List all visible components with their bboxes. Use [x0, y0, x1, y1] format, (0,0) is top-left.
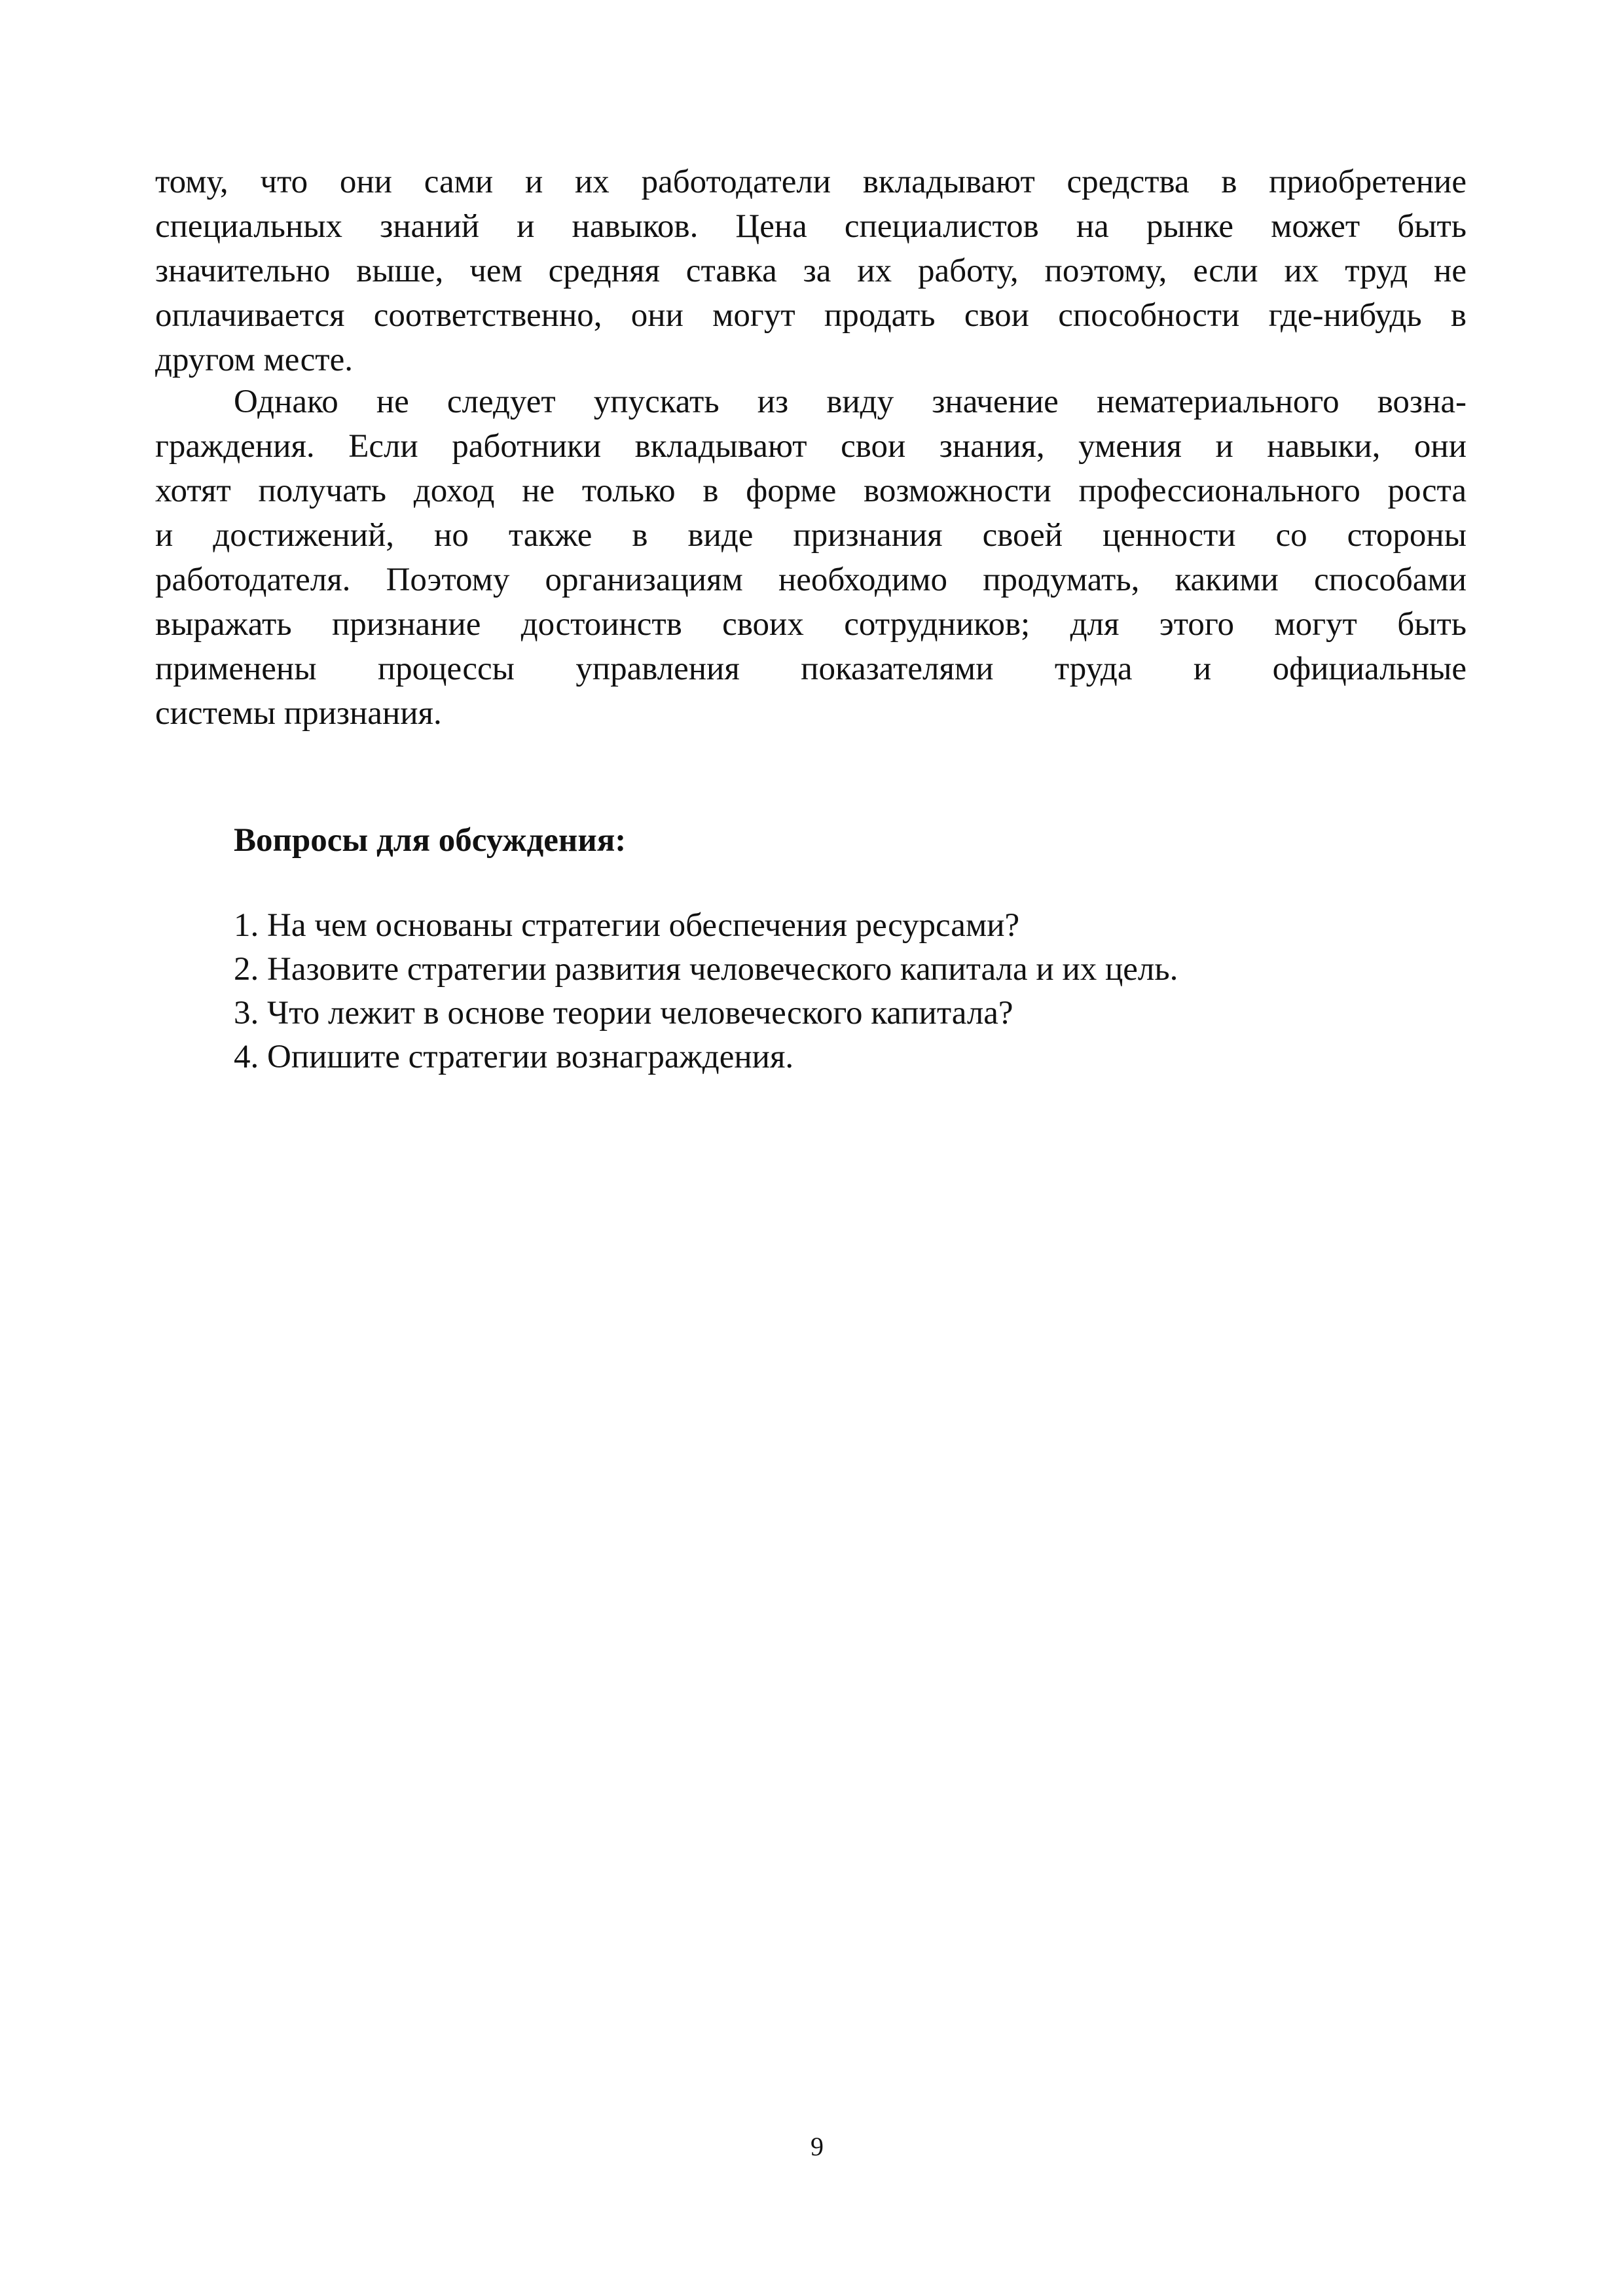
text-line: граждения. Если работники вкладывают свои знания, умения и навыки, они — [155, 428, 1467, 465]
paragraph-continuation — [155, 160, 1467, 382]
question-item-3: 3. Что лежит в основе теории человеческого капитала? — [234, 995, 1013, 1031]
questions-heading: Вопросы для обсуждения: — [234, 822, 627, 859]
paragraph-nonmaterial-reward — [155, 380, 1467, 736]
text-line: Однако не следует упускать из виду значение нематериального возна- — [234, 384, 1467, 420]
text-line: применены процессы управления показателями труда и официальные — [155, 651, 1467, 687]
text-line: тому, что они сами и их работодатели вкладывают средства в приобретение — [155, 164, 1467, 200]
text-line: выражать признание достоинств своих сотрудников; для этого могут быть — [155, 606, 1467, 643]
text-line: оплачивается соответственно, они могут продать свои способности где-нибудь в — [155, 297, 1467, 334]
text-line: значительно выше, чем средняя ставка за их работу, поэтому, если их труд не — [155, 253, 1467, 289]
question-item-2: 2. Назовите стратегии развития человеческого капитала и их цель. — [234, 951, 1178, 988]
question-item-4: 4. Опишите стратегии вознаграждения. — [234, 1039, 794, 1075]
text-line: специальных знаний и навыков. Цена специалистов на рынке может быть — [155, 208, 1467, 245]
text-line: и достижений, но также в виде признания своей ценности со стороны — [155, 517, 1467, 554]
text-line: другом месте. — [155, 342, 353, 378]
text-line: хотят получать доход не только в форме возможности профессионального роста — [155, 473, 1467, 509]
page-number: 9 — [811, 2132, 824, 2161]
text-line: системы признания. — [155, 695, 442, 732]
text-line: работодателя. Поэтому организациям необходимо продумать, какими способами — [155, 562, 1467, 598]
question-item-1: 1. На чем основаны стратегии обеспечения ресурсами? — [234, 907, 1020, 944]
